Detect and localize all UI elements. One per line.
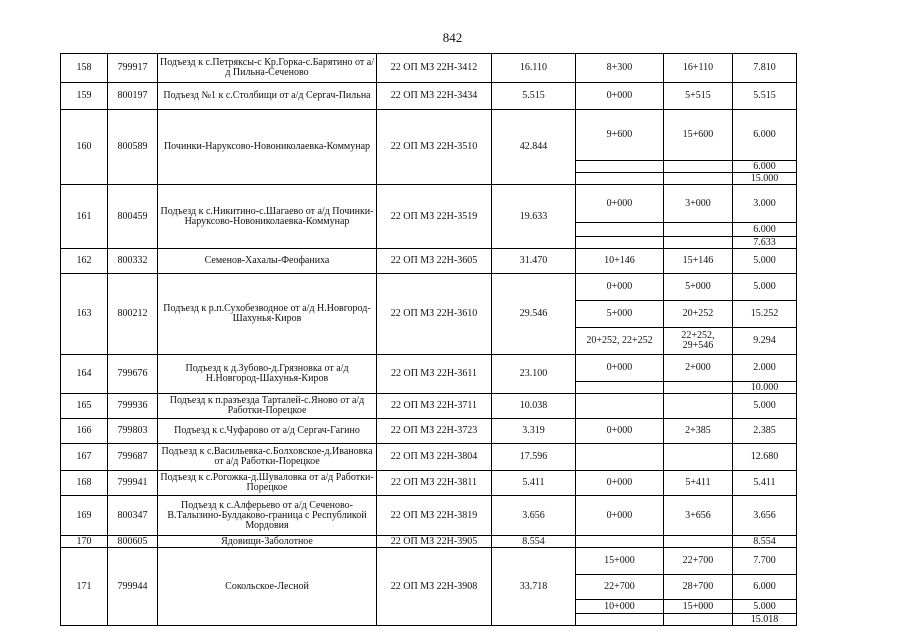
- segment-length: 6.000: [733, 575, 797, 600]
- segment-start: [576, 237, 664, 249]
- segment-start: [576, 223, 664, 237]
- table-row: [61, 536, 797, 548]
- road-id: 800589: [108, 110, 158, 185]
- row-number: 162: [61, 249, 108, 274]
- road-length: 33.718: [492, 548, 576, 626]
- segment-end: 3+000: [664, 185, 733, 223]
- segment-end: [664, 614, 733, 626]
- road-name: Подъезд к д.Зубово-д.Грязновка от а/д Н.Новгород-Шахунья-Киров: [158, 355, 377, 394]
- table-row: [61, 249, 797, 274]
- table-row: [61, 185, 797, 223]
- road-code: 22 ОП МЗ 22Н-3412: [377, 54, 492, 83]
- road-code: 22 ОП МЗ 22Н-3605: [377, 249, 492, 274]
- road-code: 22 ОП МЗ 22Н-3711: [377, 394, 492, 419]
- segment-start: 20+252, 22+252: [576, 328, 664, 355]
- segment-start: [576, 382, 664, 394]
- road-id: 800332: [108, 249, 158, 274]
- row-number: 163: [61, 274, 108, 355]
- segment-end: 5+515: [664, 83, 733, 110]
- road-name: Подъезд к с.Петряксы-с Кр.Горка-с.Барятино от а/д Пильна-Сеченово: [158, 54, 377, 83]
- road-name: Подъезд к с.Чуфарово от а/д Сергач-Гагино: [158, 419, 377, 444]
- table-row: [61, 444, 797, 471]
- segment-end: 20+252: [664, 301, 733, 328]
- road-id: 799687: [108, 444, 158, 471]
- segment-end: [664, 237, 733, 249]
- segment-end: 15+000: [664, 600, 733, 614]
- segment-start: 0+000: [576, 419, 664, 444]
- segment-end: 28+700: [664, 575, 733, 600]
- segment-end: [664, 536, 733, 548]
- segment-end: 16+110: [664, 54, 733, 83]
- segment-start: 22+700: [576, 575, 664, 600]
- segment-end: 5+000: [664, 274, 733, 301]
- segment-length: 2.385: [733, 419, 797, 444]
- segment-length: 15.000: [733, 173, 797, 185]
- road-name: Подъезд к с.Рогожка-д.Шуваловка от а/д Работки-Порецкое: [158, 471, 377, 496]
- road-name: Подъезд к с.Алферьево от а/д Сеченово-В.Талызино-Булдаково-граница с Республикой Мордовия: [158, 496, 377, 536]
- segment-start: [576, 536, 664, 548]
- segment-end: [664, 173, 733, 185]
- segment-start: 8+300: [576, 54, 664, 83]
- segment-length: 5.000: [733, 274, 797, 301]
- segment-start: [576, 394, 664, 419]
- road-length: 5.515: [492, 83, 576, 110]
- segment-end: [664, 394, 733, 419]
- road-length: 19.633: [492, 185, 576, 249]
- row-number: 159: [61, 83, 108, 110]
- road-length: 31.470: [492, 249, 576, 274]
- table-row: [61, 496, 797, 536]
- table-row: [61, 394, 797, 419]
- roads-table-body: [61, 54, 797, 626]
- segment-start: 9+600: [576, 110, 664, 161]
- road-name: Подъезд к р.п.Сухобезводное от а/д Н.Новгород-Шахунья-Киров: [158, 274, 377, 355]
- table-row: [61, 274, 797, 301]
- road-code: 22 ОП МЗ 22Н-3905: [377, 536, 492, 548]
- segment-start: 10+146: [576, 249, 664, 274]
- segment-end: 22+700: [664, 548, 733, 575]
- road-length: 3.319: [492, 419, 576, 444]
- segment-length: 15.252: [733, 301, 797, 328]
- road-length: 16.110: [492, 54, 576, 83]
- segment-length: 6.000: [733, 110, 797, 161]
- road-length: 3.656: [492, 496, 576, 536]
- segment-length: 7.633: [733, 237, 797, 249]
- road-id: 800347: [108, 496, 158, 536]
- segment-length: 10.000: [733, 382, 797, 394]
- segment-length: 6.000: [733, 223, 797, 237]
- road-name: Подъезд к с.Никитино-с.Шагаево от а/д Починки-Наруксово-Новониколаевка-Коммунар: [158, 185, 377, 249]
- row-number: 168: [61, 471, 108, 496]
- segment-end: [664, 223, 733, 237]
- segment-start: [576, 444, 664, 471]
- row-number: 158: [61, 54, 108, 83]
- road-length: 23.100: [492, 355, 576, 394]
- row-number: 171: [61, 548, 108, 626]
- row-number: 169: [61, 496, 108, 536]
- segment-start: [576, 614, 664, 626]
- segment-start: 0+000: [576, 471, 664, 496]
- road-length: 8.554: [492, 536, 576, 548]
- road-length: 10.038: [492, 394, 576, 419]
- road-length: 5.411: [492, 471, 576, 496]
- road-id: 800605: [108, 536, 158, 548]
- segment-length: 9.294: [733, 328, 797, 355]
- segment-end: 15+146: [664, 249, 733, 274]
- road-id: 799803: [108, 419, 158, 444]
- row-number: 170: [61, 536, 108, 548]
- segment-start: 15+000: [576, 548, 664, 575]
- road-code: 22 ОП МЗ 22Н-3519: [377, 185, 492, 249]
- road-name: Подъезд №1 к с.Столбищи от а/д Сергач-Пильна: [158, 83, 377, 110]
- road-name: Подъезд к с.Васильевка-с.Болховское-д.Ивановка от а/д Работки-Порецкое: [158, 444, 377, 471]
- segment-start: [576, 173, 664, 185]
- road-id: 799944: [108, 548, 158, 626]
- segment-length: 12.680: [733, 444, 797, 471]
- segment-end: 15+600: [664, 110, 733, 161]
- road-code: 22 ОП МЗ 22Н-3908: [377, 548, 492, 626]
- road-id: 800197: [108, 83, 158, 110]
- road-id: 799941: [108, 471, 158, 496]
- road-id: 800459: [108, 185, 158, 249]
- segment-length: 5.411: [733, 471, 797, 496]
- segment-length: 3.000: [733, 185, 797, 223]
- segment-length: 5.000: [733, 600, 797, 614]
- segment-end: [664, 444, 733, 471]
- road-length: 42.844: [492, 110, 576, 185]
- segment-length: 15.018: [733, 614, 797, 626]
- road-code: 22 ОП МЗ 22Н-3819: [377, 496, 492, 536]
- segment-length: 5.000: [733, 249, 797, 274]
- road-id: 799676: [108, 355, 158, 394]
- segment-start: 5+000: [576, 301, 664, 328]
- segment-start: [576, 161, 664, 173]
- segment-end: 3+656: [664, 496, 733, 536]
- table-row: [61, 54, 797, 83]
- segment-length: 5.515: [733, 83, 797, 110]
- segment-start: 0+000: [576, 496, 664, 536]
- road-id: 799917: [108, 54, 158, 83]
- road-code: 22 ОП МЗ 22Н-3804: [377, 444, 492, 471]
- segment-end: 22+252, 29+546: [664, 328, 733, 355]
- row-number: 161: [61, 185, 108, 249]
- road-name: Семенов-Хахалы-Феофаниха: [158, 249, 377, 274]
- row-number: 164: [61, 355, 108, 394]
- segment-length: 3.656: [733, 496, 797, 536]
- road-length: 29.546: [492, 274, 576, 355]
- table-row: [61, 110, 797, 161]
- segment-end: 5+411: [664, 471, 733, 496]
- road-code: 22 ОП МЗ 22Н-3723: [377, 419, 492, 444]
- segment-end: [664, 382, 733, 394]
- row-number: 165: [61, 394, 108, 419]
- road-code: 22 ОП МЗ 22Н-3611: [377, 355, 492, 394]
- table-row: [61, 83, 797, 110]
- segment-length: 5.000: [733, 394, 797, 419]
- segment-end: 2+000: [664, 355, 733, 382]
- table-row: [61, 419, 797, 444]
- row-number: 166: [61, 419, 108, 444]
- segment-end: 2+385: [664, 419, 733, 444]
- table-row: [61, 355, 797, 382]
- road-code: 22 ОП МЗ 22Н-3610: [377, 274, 492, 355]
- road-code: 22 ОП МЗ 22Н-3811: [377, 471, 492, 496]
- segment-length: 7.810: [733, 54, 797, 83]
- segment-length: 6.000: [733, 161, 797, 173]
- segment-start: 0+000: [576, 274, 664, 301]
- segment-start: 0+000: [576, 185, 664, 223]
- table-row: [61, 548, 797, 575]
- road-name: Сокольское-Лесной: [158, 548, 377, 626]
- road-name: Починки-Наруксово-Новониколаевка-Коммунар: [158, 110, 377, 185]
- row-number: 167: [61, 444, 108, 471]
- segment-length: 8.554: [733, 536, 797, 548]
- road-id: 799936: [108, 394, 158, 419]
- table-row: [61, 471, 797, 496]
- road-code: 22 ОП МЗ 22Н-3510: [377, 110, 492, 185]
- segment-end: [664, 161, 733, 173]
- road-code: 22 ОП МЗ 22Н-3434: [377, 83, 492, 110]
- row-number: 160: [61, 110, 108, 185]
- segment-length: 7.700: [733, 548, 797, 575]
- road-name: Ядовищи-Заболотное: [158, 536, 377, 548]
- road-length: 17.596: [492, 444, 576, 471]
- road-id: 800212: [108, 274, 158, 355]
- page-number: 842: [442, 30, 463, 45]
- segment-start: 0+000: [576, 83, 664, 110]
- roads-table: [60, 53, 797, 626]
- segment-start: 0+000: [576, 355, 664, 382]
- segment-start: 10+000: [576, 600, 664, 614]
- segment-length: 2.000: [733, 355, 797, 382]
- road-name: Подъезд к п.разъезда Тарталей-с.Яново от а/д Работки-Порецкое: [158, 394, 377, 419]
